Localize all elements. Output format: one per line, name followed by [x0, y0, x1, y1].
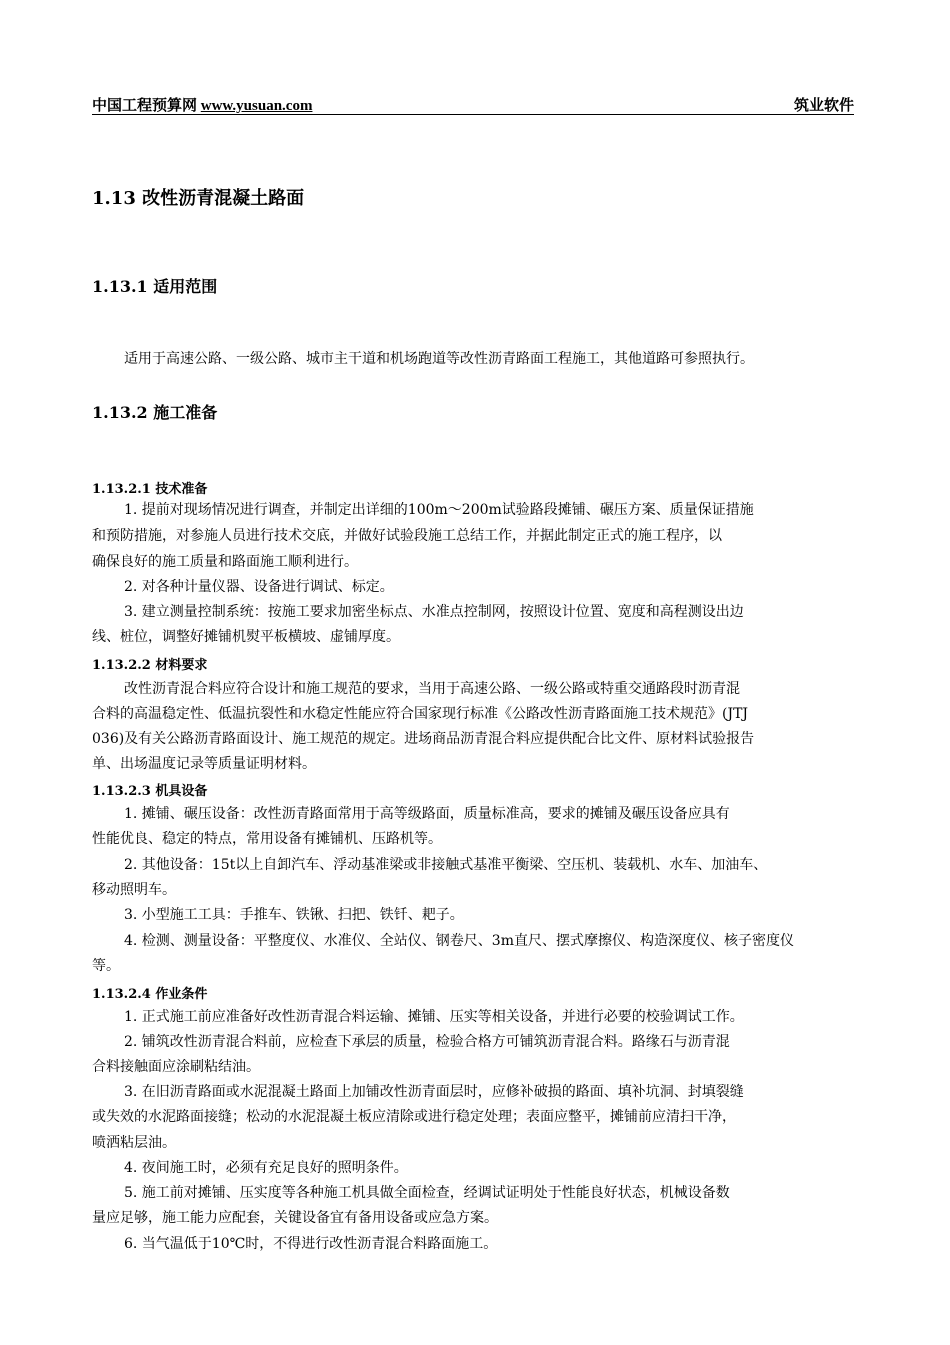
- paragraph-line: 1. 提前对现场情况进行调查，并制定出详细的100m～200m试验路段摊铺、碾压方案、质量保证措施: [124, 502, 754, 518]
- paragraph-line: 移动照明车。: [92, 882, 176, 898]
- paragraph-line: 等。: [92, 958, 120, 974]
- paragraph-line: 单、出场温度记录等质量证明材料。: [92, 756, 316, 772]
- subsection-heading-conditions: 1.13.2.4 作业条件: [92, 987, 208, 1002]
- paragraph-line: 3. 小型施工工具：手推车、铁锹、扫把、铁钎、耙子。: [124, 907, 464, 923]
- paragraph-line: 4. 检测、测量设备：平整度仪、水准仪、全站仪、钢卷尺、3m直尺、摆式摩擦仪、构造深度仪、核子密度仪: [124, 933, 794, 949]
- subsection-heading-material: 1.13.2.2 材料要求: [92, 658, 208, 673]
- subsection-heading-equipment: 1.13.2.3 机具设备: [92, 784, 208, 799]
- paragraph-line: 4. 夜间施工时，必须有充足良好的照明条件。: [124, 1160, 408, 1176]
- paragraph-line: 线、桩位，调整好摊铺机熨平板横坡、虚铺厚度。: [92, 629, 400, 645]
- paragraph-line: 量应足够，施工能力应配套，关键设备宜有备用设备或应急方案。: [92, 1210, 498, 1226]
- paragraph-line: 3. 建立测量控制系统：按施工要求加密坐标点、水准点控制网，按照设计位置、宽度和高程测设出边: [124, 604, 744, 620]
- page-header: [92, 92, 854, 115]
- paragraph-line: 和预防措施，对参施人员进行技术交底，并做好试验段施工总结工作，并据此制定正式的施工程序，以: [92, 528, 722, 544]
- section-text-scope: 适用于高速公路、一级公路、城市主干道和机场跑道等改性沥青路面工程施工，其他道路可参照执行。: [124, 351, 754, 367]
- section-heading-scope: 1.13.1 适用范围: [92, 277, 218, 296]
- document-title: 1.13 改性沥青混凝土路面: [92, 188, 305, 209]
- paragraph-line: 喷洒粘层油。: [92, 1135, 176, 1151]
- section-heading-preparation: 1.13.2 施工准备: [92, 403, 218, 422]
- header-left: [92, 94, 312, 115]
- paragraph-line: 合料接触面应涂刷粘结油。: [92, 1059, 260, 1075]
- paragraph-line: 2. 其他设备：15t以上自卸汽车、浮动基准梁或非接触式基准平衡梁、空压机、装载机、水车、加油车、: [124, 857, 768, 873]
- paragraph-line: 或失效的水泥路面接缝；松动的水泥混凝土板应清除或进行稳定处理；表面应整平，摊铺前应清扫干净，: [92, 1109, 736, 1125]
- paragraph-line: 性能优良、稳定的特点，常用设备有摊铺机、压路机等。: [92, 831, 442, 847]
- paragraph-line: 5. 施工前对摊铺、压实度等各种施工机具做全面检查，经调试证明处于性能良好状态，机械设备数: [124, 1185, 730, 1201]
- paragraph-line: 6. 当气温低于10℃时，不得进行改性沥青混合料路面施工。: [124, 1236, 498, 1252]
- paragraph-line: 3. 在旧沥青路面或水泥混凝土路面上加铺改性沥青面层时，应修补破损的路面、填补坑洞、封填裂缝: [124, 1084, 744, 1100]
- header-url-link[interactable]: www.yusuan.com: [200, 98, 313, 114]
- header-site: 中国工程预算网: [92, 98, 198, 114]
- header-company: 筑业软件: [793, 98, 854, 114]
- paragraph-line: 2. 对各种计量仪器、设备进行调试、标定。: [124, 579, 394, 595]
- paragraph-line: 036)及有关公路沥青路面设计、施工规范的规定。进场商品沥青混合料应提供配合比文件、原材料试验报告: [92, 731, 755, 747]
- subsection-heading-tech: 1.13.2.1 技术准备: [92, 482, 208, 497]
- paragraph-line: 改性沥青混合料应符合设计和施工规范的要求，当用于高速公路、一级公路或特重交通路段时沥青混: [124, 681, 740, 697]
- paragraph-line: 1. 摊铺、碾压设备：改性沥青路面常用于高等级路面，质量标准高，要求的摊铺及碾压设备应具有: [124, 806, 730, 822]
- paragraph-line: 2. 铺筑改性沥青混合料前，应检查下承层的质量，检验合格方可铺筑沥青混合料。路缘石与沥青混: [124, 1034, 730, 1050]
- paragraph-line: 确保良好的施工质量和路面施工顺利进行。: [92, 554, 358, 570]
- paragraph-line: 合料的高温稳定性、低温抗裂性和水稳定性能应符合国家现行标准《公路改性沥青路面施工技术规范》(JTJ: [92, 706, 749, 722]
- paragraph-line: 1. 正式施工前应准备好改性沥青混合料运输、摊铺、压实等相关设备，并进行必要的校验调试工作。: [124, 1009, 744, 1025]
